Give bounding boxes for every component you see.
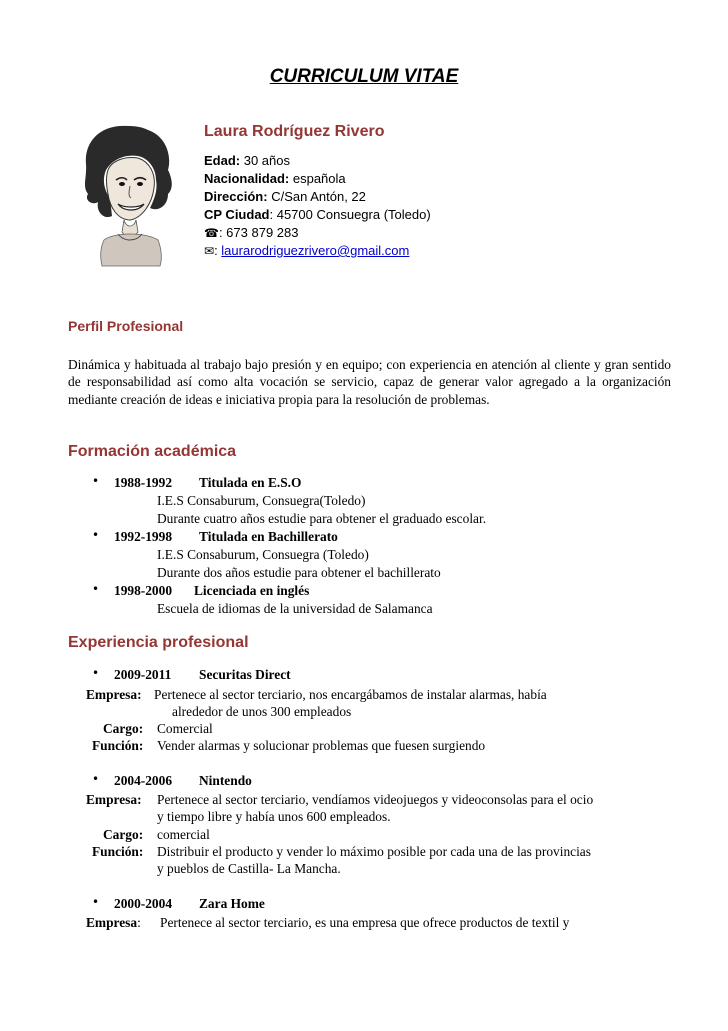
edu-3-years: 1998-2000 — [114, 583, 173, 598]
bullet-icon: • — [92, 666, 100, 680]
job-1-empresa-label: Empresa: — [86, 687, 142, 702]
job-2-company: Nintendo — [199, 773, 252, 788]
job-2-funcion: Distribuir el producto y vender lo máximo posible por cada una de las provincias — [157, 844, 591, 859]
email-row: ✉: laurarodriguezrivero@gmail.com — [204, 243, 410, 258]
bullet-icon: • — [92, 772, 100, 786]
profile-text: Dinámica y habituada al trabajo bajo presión y en equipo; con experiencia en atención al cliente y gran sentido de responsabilidad así como alta vocación se servicio, capaz de generar valor agregado a la organización mediante creación de ideas e iniciativa propia para la resolución de problemas. — [68, 357, 671, 407]
job-2-empresa: Pertenece al sector terciario, vendíamos videojuegos y videoconsolas para el ocio — [157, 792, 594, 807]
job-1-empresa: Pertenece al sector terciario, nos encargábamos de instalar alarmas, había — [154, 687, 547, 702]
envelope-icon: ✉ — [204, 244, 215, 258]
job-3-company: Zara Home — [199, 896, 265, 911]
edu-1-years: 1988-1992 — [114, 475, 173, 490]
portrait-caricature — [78, 120, 178, 268]
age-row: Edad: 30 años — [204, 153, 290, 168]
job-1-company: Securitas Direct — [199, 667, 291, 682]
experience-heading: Experiencia profesional — [68, 634, 249, 651]
job-2-empresa-label: Empresa: — [86, 792, 142, 807]
job-2-cargo-label: Cargo: — [103, 827, 144, 842]
personal-info — [204, 122, 431, 260]
job-3-years: 2000-2004 — [114, 896, 173, 911]
phone-icon: ☎ — [204, 226, 219, 240]
job-1-empresa-cont: alrededor de unos 300 empleados — [172, 704, 352, 719]
education-heading: Formación académica — [68, 443, 237, 460]
edu-3-title: Licenciada en inglés — [194, 583, 310, 598]
address-row: Dirección: C/San Antón, 22 — [204, 189, 366, 204]
postal-row: CP Ciudad: 45700 Consuegra (Toledo) — [204, 207, 431, 222]
edu-2-school: I.E.S Consaburum, Consuegra (Toledo) — [157, 547, 369, 562]
edu-1-school: I.E.S Consaburum, Consuegra(Toledo) — [157, 493, 366, 508]
nationality-row: Nacionalidad: española — [204, 171, 346, 186]
bullet-icon: • — [92, 474, 100, 488]
edu-1-title: Titulada en E.S.O — [199, 475, 302, 490]
edu-1-desc: Durante cuatro años estudie para obtener el graduado escolar. — [157, 511, 487, 526]
edu-2-title: Titulada en Bachillerato — [199, 529, 338, 544]
bullet-icon: • — [92, 582, 100, 596]
job-3-empresa-label: Empresa: — [86, 915, 141, 930]
job-1-funcion-label: Función: — [92, 738, 144, 753]
job-1-years: 2009-2011 — [114, 667, 172, 682]
job-1-funcion: Vender alarmas y solucionar problemas que fuesen surgiendo — [157, 738, 486, 753]
edu-2-desc: Durante dos años estudie para obtener el bachillerato — [157, 565, 441, 580]
job-2-cargo: comercial — [157, 827, 210, 842]
bullet-icon: • — [92, 528, 100, 542]
job-2-empresa-cont: y tiempo libre y había unos 600 empleados. — [157, 809, 391, 824]
job-2-funcion-label: Función: — [92, 844, 144, 859]
email-link[interactable]: laurarodriguezrivero@gmail.com — [221, 243, 410, 258]
phone-row: ☎: 673 879 283 — [204, 225, 299, 240]
document-title: CURRICULUM VITAE — [269, 66, 459, 87]
profile-heading: Perfil Profesional — [68, 318, 184, 334]
job-2-funcion-cont: y pueblos de Castilla- La Mancha. — [157, 861, 341, 876]
job-1-cargo: Comercial — [157, 721, 213, 736]
edu-3-school: Escuela de idiomas de la universidad de Salamanca — [157, 601, 433, 616]
job-1-cargo-label: Cargo: — [103, 721, 144, 736]
job-3-empresa: Pertenece al sector terciario, es una empresa que ofrece productos de textil y — [160, 915, 570, 930]
job-2-years: 2004-2006 — [114, 773, 173, 788]
bullet-icon: • — [92, 895, 100, 909]
edu-2-years: 1992-1998 — [114, 529, 173, 544]
full-name: Laura Rodríguez Rivero — [204, 123, 385, 140]
